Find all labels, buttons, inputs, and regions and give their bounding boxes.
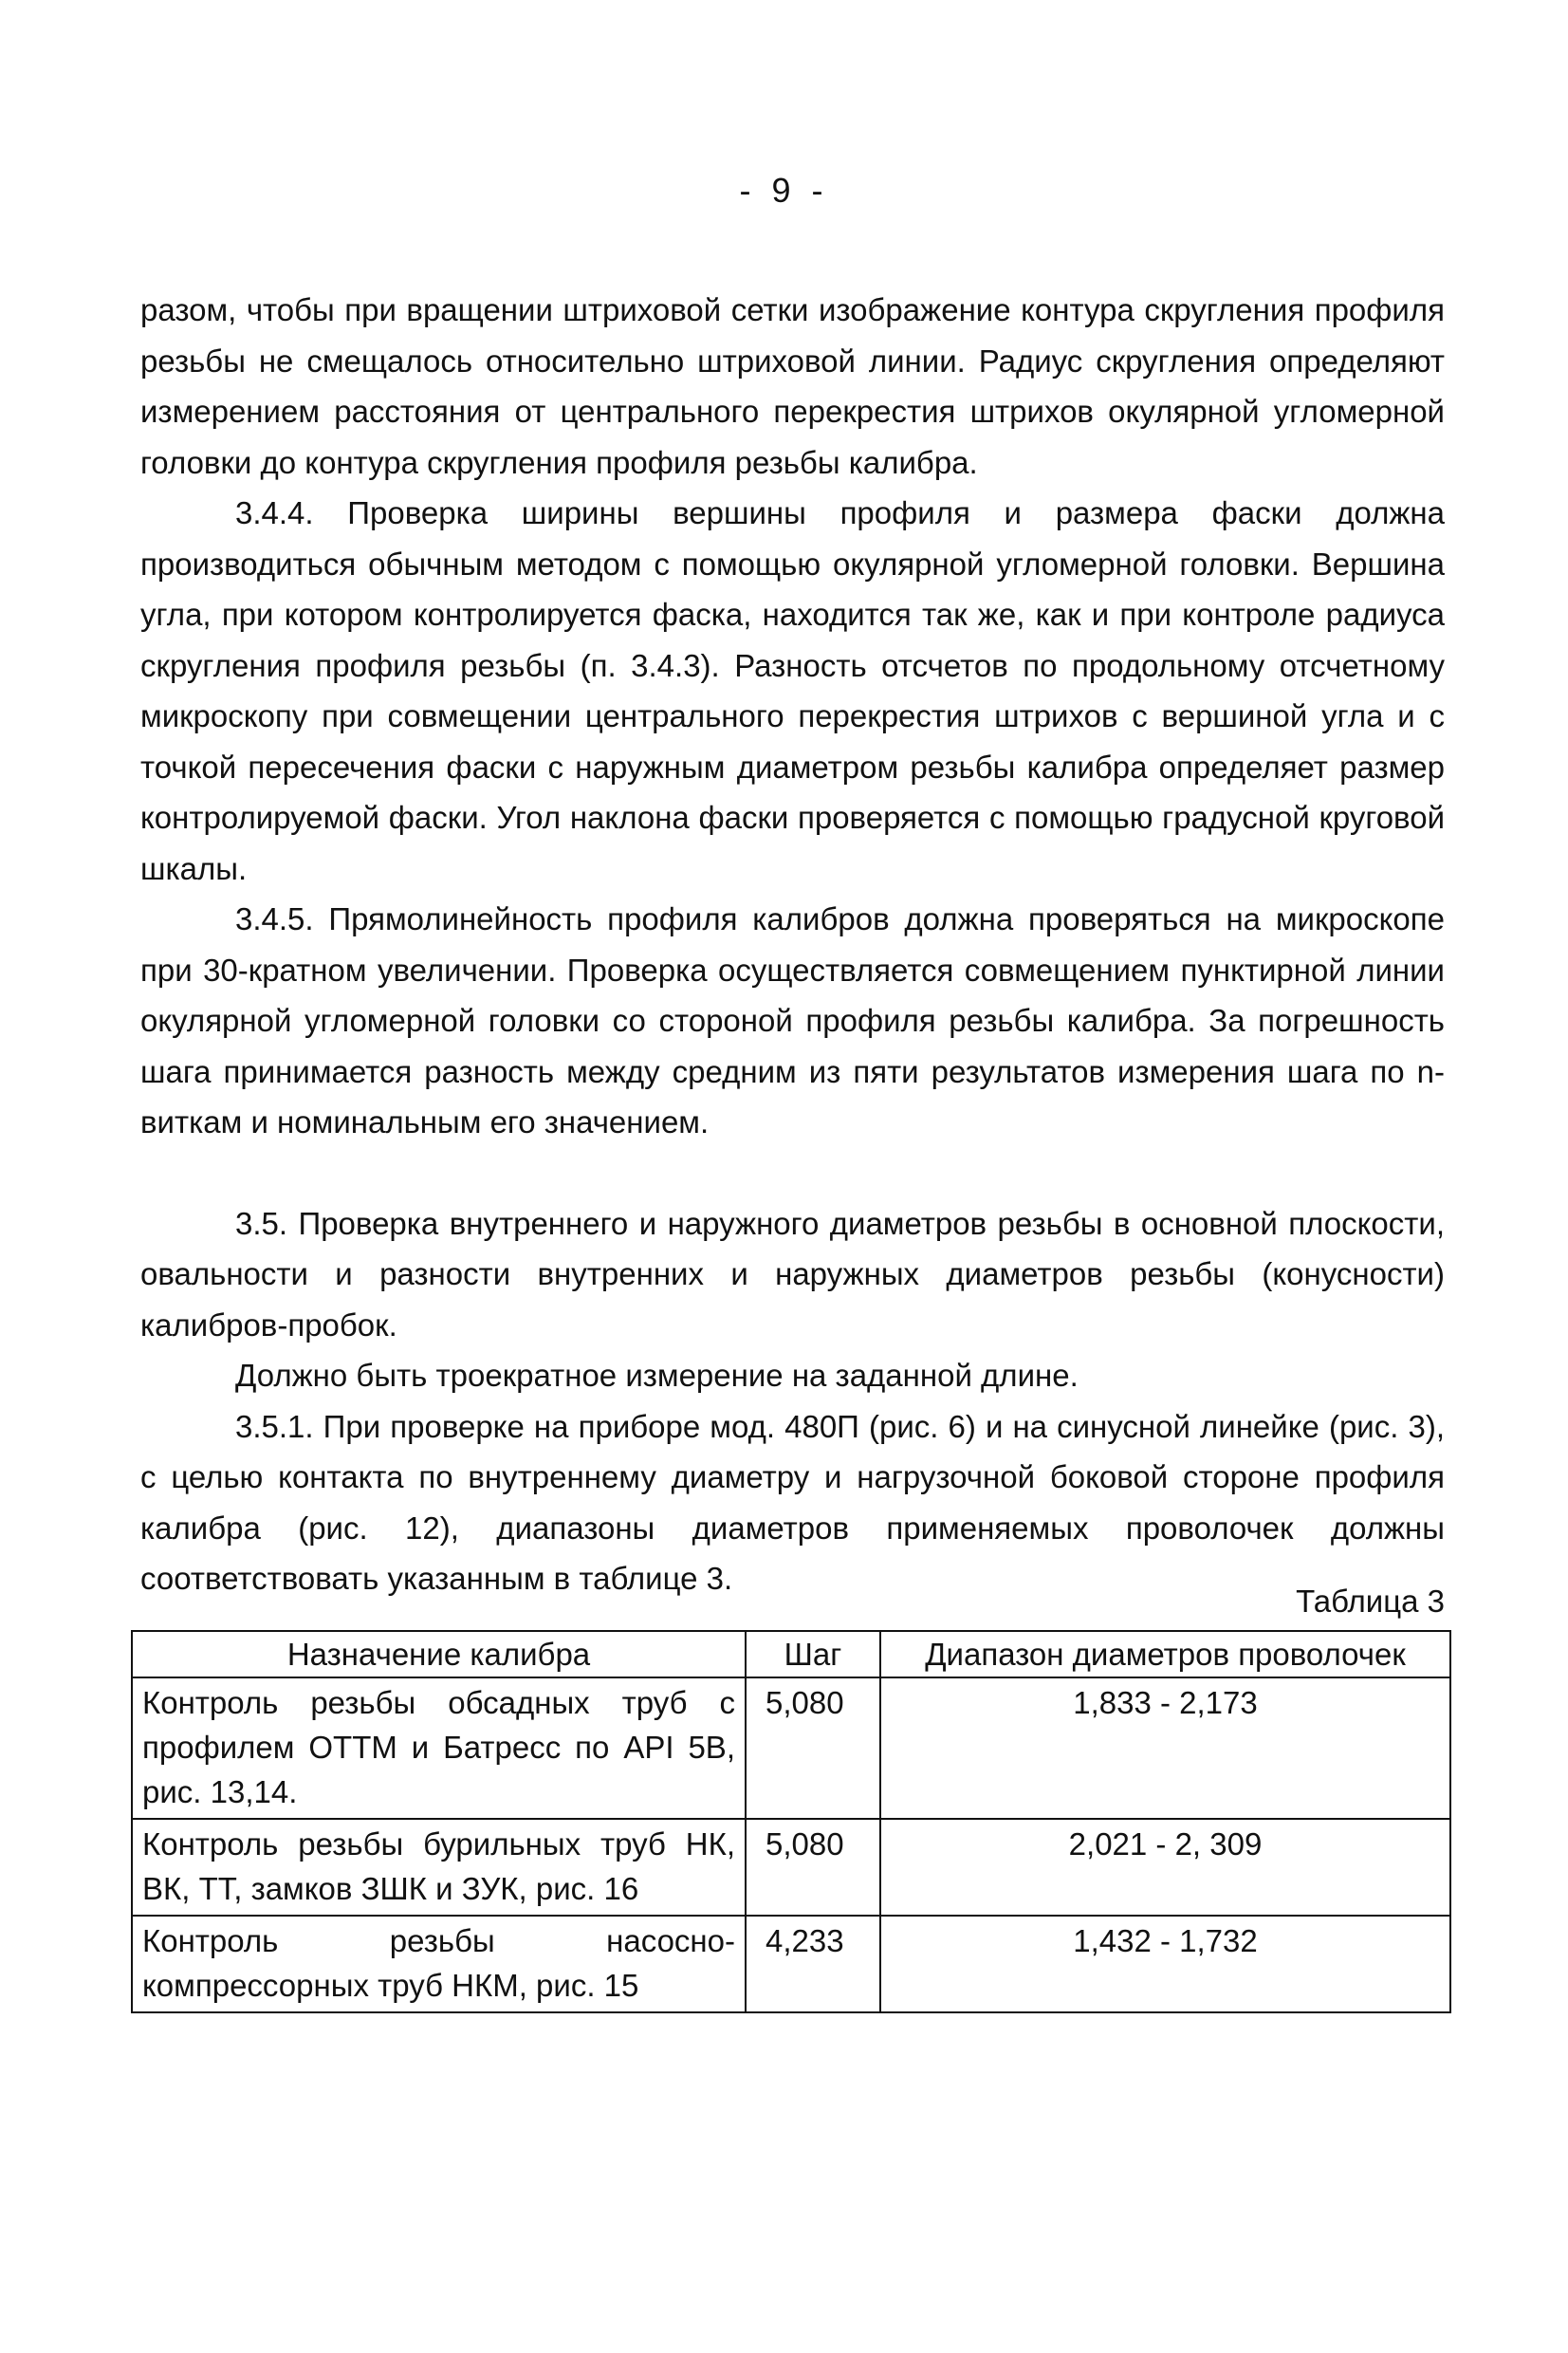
- cell-purpose: Контроль резьбы обсадных труб с профилем ОТТМ и Батресс по API 5B, рис. 13,14.: [132, 1677, 746, 1819]
- table-row: [132, 1677, 1450, 1819]
- paragraph-3-4-5: 3.4.5. Прямолинейность профиля калибров должна проверяться на микроскопе при 30-кратном увеличении. Проверка осуществляется совмещением пунктирной линии окулярной угломерной головки со стороной профиля резьбы калибра. За погрешность шага принимается разность между средним из пяти результатов измерения шага по n-виткам и номинальным его значением.: [140, 901, 1445, 1139]
- header-range: Диапазон диаметров проволочек: [880, 1631, 1450, 1677]
- cell-purpose: Контроль резьбы бурильных труб НК, ВК, ТТ, замков ЗШК и ЗУК, рис. 16: [132, 1819, 746, 1916]
- table-header-row: [132, 1631, 1450, 1677]
- wire-diameter-table: [131, 1630, 1451, 2013]
- paragraph-3-5-1: 3.5.1. При проверке на приборе мод. 480П (рис. 6) и на синусной линейке (рис. 3), с целью контакта по внутреннему диаметру и нагрузочной боковой стороне профиля калибра (рис. 12), диапазоны диаметров применяемых проволочек должны соответствовать указанным в таблице 3.: [140, 1408, 1445, 1596]
- paragraph-3-5: 3.5. Проверка внутреннего и наружного диаметров резьбы в основной плоскости, овальности и разности внутренних и наружных диаметров резьбы (конусности) калибров-пробок.: [140, 1205, 1445, 1343]
- paragraph-3-4-4: 3.4.4. Проверка ширины вершины профиля и размера фаски должна производиться обычным методом с помощью окулярной угломерной головки. Вершина угла, при котором контролируется фаска, находится так же, как и при контроле радиуса скругления профиля резьбы (п. 3.4.3). Разность отсчетов по продольному отсчетному микроскопу при совмещении центрального перекрестия штрихов с вершиной угла и с точкой пересечения фаски с наружным диаметром резьбы калибра определяет размер контролируемой фаски. Угол наклона фаски проверяется с помощью градусной круговой шкалы.: [140, 495, 1445, 886]
- cell-range: 1,833 - 2,173: [880, 1677, 1450, 1819]
- paragraph-continuation: разом, чтобы при вращении штриховой сетки изображение контура скругления профиля резьбы не смещалось относительно штриховой линии. Радиус скругления определяют измерением расстояния от центрального перекрестия штрихов окулярной угломерной головки до контура скругления профиля резьбы калибра.: [140, 292, 1445, 480]
- page-number: - 9 -: [739, 171, 829, 210]
- document-body: [140, 285, 1445, 1604]
- table-caption: Таблица 3: [1296, 1584, 1445, 1619]
- cell-pitch: 5,080: [746, 1819, 880, 1916]
- header-pitch: Шаг: [746, 1631, 880, 1677]
- header-purpose: Назначение калибра: [132, 1631, 746, 1677]
- cell-pitch: 4,233: [746, 1916, 880, 2012]
- table-row: [132, 1819, 1450, 1916]
- cell-range: 1,432 - 1,732: [880, 1916, 1450, 2012]
- cell-purpose: Контроль резьбы насосно-компрессорных труб НКМ, рис. 15: [132, 1916, 746, 2012]
- table-row: [132, 1916, 1450, 2012]
- cell-pitch: 5,080: [746, 1677, 880, 1819]
- paragraph-triple-measurement: Должно быть троекратное измерение на заданной длине.: [235, 1358, 1079, 1393]
- cell-range: 2,021 - 2, 309: [880, 1819, 1450, 1916]
